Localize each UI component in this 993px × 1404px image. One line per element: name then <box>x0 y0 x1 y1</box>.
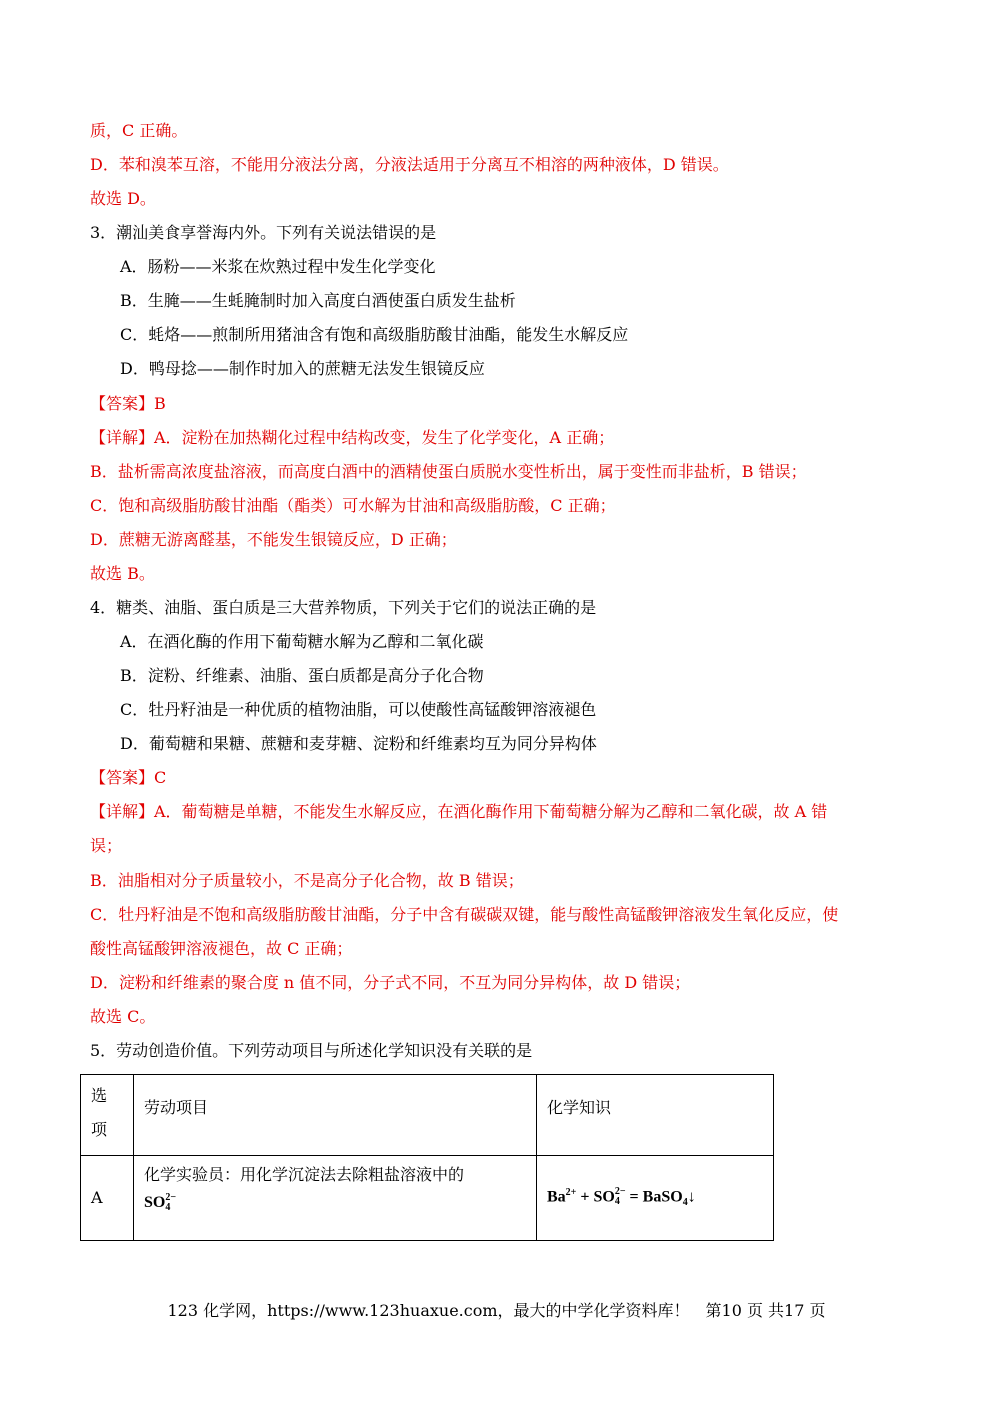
text-line: 酸性高锰酸钾溶液褪色，故 C 正确； <box>90 939 353 958</box>
text-line: 【详解】A．葡萄糖是单糖，不能发生水解反应，在酒化酶作用下葡萄糖分解为乙醇和二氧化碳，故 A 错 <box>90 802 828 821</box>
text-line: D．鸭母捻——制作时加入的蔗糖无法发生银镜反应 <box>120 359 485 378</box>
text-line: 误； <box>90 836 123 855</box>
text-line: D．苯和溴苯互溶，不能用分液法分离，分液法适用于分离互不相溶的两种液体，D 错误。 <box>90 155 729 174</box>
text-line: A．肠粉——米浆在炊熟过程中发生化学变化 <box>120 257 436 276</box>
precipitate-arrow-icon: ↓ <box>687 1188 696 1206</box>
text-line: C．饱和高级脂肪酸甘油酯（酯类）可水解为甘油和高级脂肪酸，C 正确； <box>90 496 616 515</box>
text-line: D．淀粉和纤维素的聚合度 n 值不同，分子式不同，不互为同分异构体，故 D 错误； <box>90 973 691 992</box>
header-item-cell <box>134 1075 537 1156</box>
text-line: C．牡丹籽油是不饱和高级脂肪酸甘油酯，分子中含有碳碳双键，能与酸性高锰酸钾溶液发生氧化反应，使 <box>90 905 839 924</box>
text-line: 故选 D。 <box>90 189 156 208</box>
row-a-option: A <box>91 1188 103 1207</box>
text-line: 【答案】B <box>90 394 166 413</box>
header-option-line2: 项 <box>91 1120 108 1139</box>
text-line: B．淀粉、纤维素、油脂、蛋白质都是高分子化合物 <box>120 666 484 685</box>
text-line: C．牡丹籽油是一种优质的植物油脂，可以使酸性高锰酸钾溶液褪色 <box>120 700 597 719</box>
text-line: 质，C 正确。 <box>90 121 188 140</box>
text-line: 4．糖类、油脂、蛋白质是三大营养物质，下列关于它们的说法正确的是 <box>90 598 597 617</box>
text-line: 【答案】C <box>90 768 167 787</box>
header-knowledge-cell <box>537 1075 774 1156</box>
text-line: 5．劳动创造价值。下列劳动项目与所述化学知识没有关联的是 <box>90 1041 533 1060</box>
header-option-line1: 选 <box>91 1086 108 1105</box>
page-footer: 123 化学网，https://www.123huaxue.com，最大的中学化学资料库！ 第10 页 共17 页 <box>167 1301 826 1320</box>
row-a-item-formula: SO 2− 4 <box>144 1192 177 1214</box>
row-a-knowledge-cell <box>537 1156 774 1241</box>
text-line: 【详解】A．淀粉在加热糊化过程中结构改变，发生了化学变化，A 正确； <box>90 428 615 447</box>
header-item: 劳动项目 <box>144 1098 209 1117</box>
table-header-row <box>81 1075 774 1156</box>
text-line: B．生腌——生蚝腌制时加入高度白酒使蛋白质发生盐析 <box>120 291 516 310</box>
row-a-option-cell <box>81 1156 134 1241</box>
text-line: B．盐析需高浓度盐溶液，而高度白酒中的酒精使蛋白质脱水变性析出，属于变性而非盐析，B 错误； <box>90 462 807 481</box>
text-line: D．蔗糖无游离醛基，不能发生银镜反应，D 正确； <box>90 530 457 549</box>
text-line: A．在酒化酶的作用下葡萄糖水解为乙醇和二氧化碳 <box>120 632 484 651</box>
row-a-knowledge-equation: $Ba^{2+}$ + SO 2− 4 = BaSO$_4$↓ <box>547 1186 696 1209</box>
text-line: D．葡萄糖和果糖、蔗糖和麦芽糖、淀粉和纤维素均互为同分异构体 <box>120 734 597 753</box>
text-line: B．油脂相对分子质量较小，不是高分子化合物，故 B 错误； <box>90 871 524 890</box>
row-a-item: 化学实验员：用化学沉淀法去除粗盐溶液中的 <box>144 1165 465 1184</box>
header-option-cell <box>81 1075 134 1156</box>
table-row <box>81 1156 774 1241</box>
question-table <box>80 1074 774 1241</box>
text-line: C．蚝烙——煎制所用猪油含有饱和高级脂肪酸甘油酯，能发生水解反应 <box>120 325 629 344</box>
text-line: 故选 C。 <box>90 1007 156 1026</box>
text-line: 故选 B。 <box>90 564 155 583</box>
row-a-item-cell <box>134 1156 537 1241</box>
header-knowledge: 化学知识 <box>547 1098 612 1117</box>
text-line: 3．潮汕美食享誉海内外。下列有关说法错误的是 <box>90 223 437 242</box>
